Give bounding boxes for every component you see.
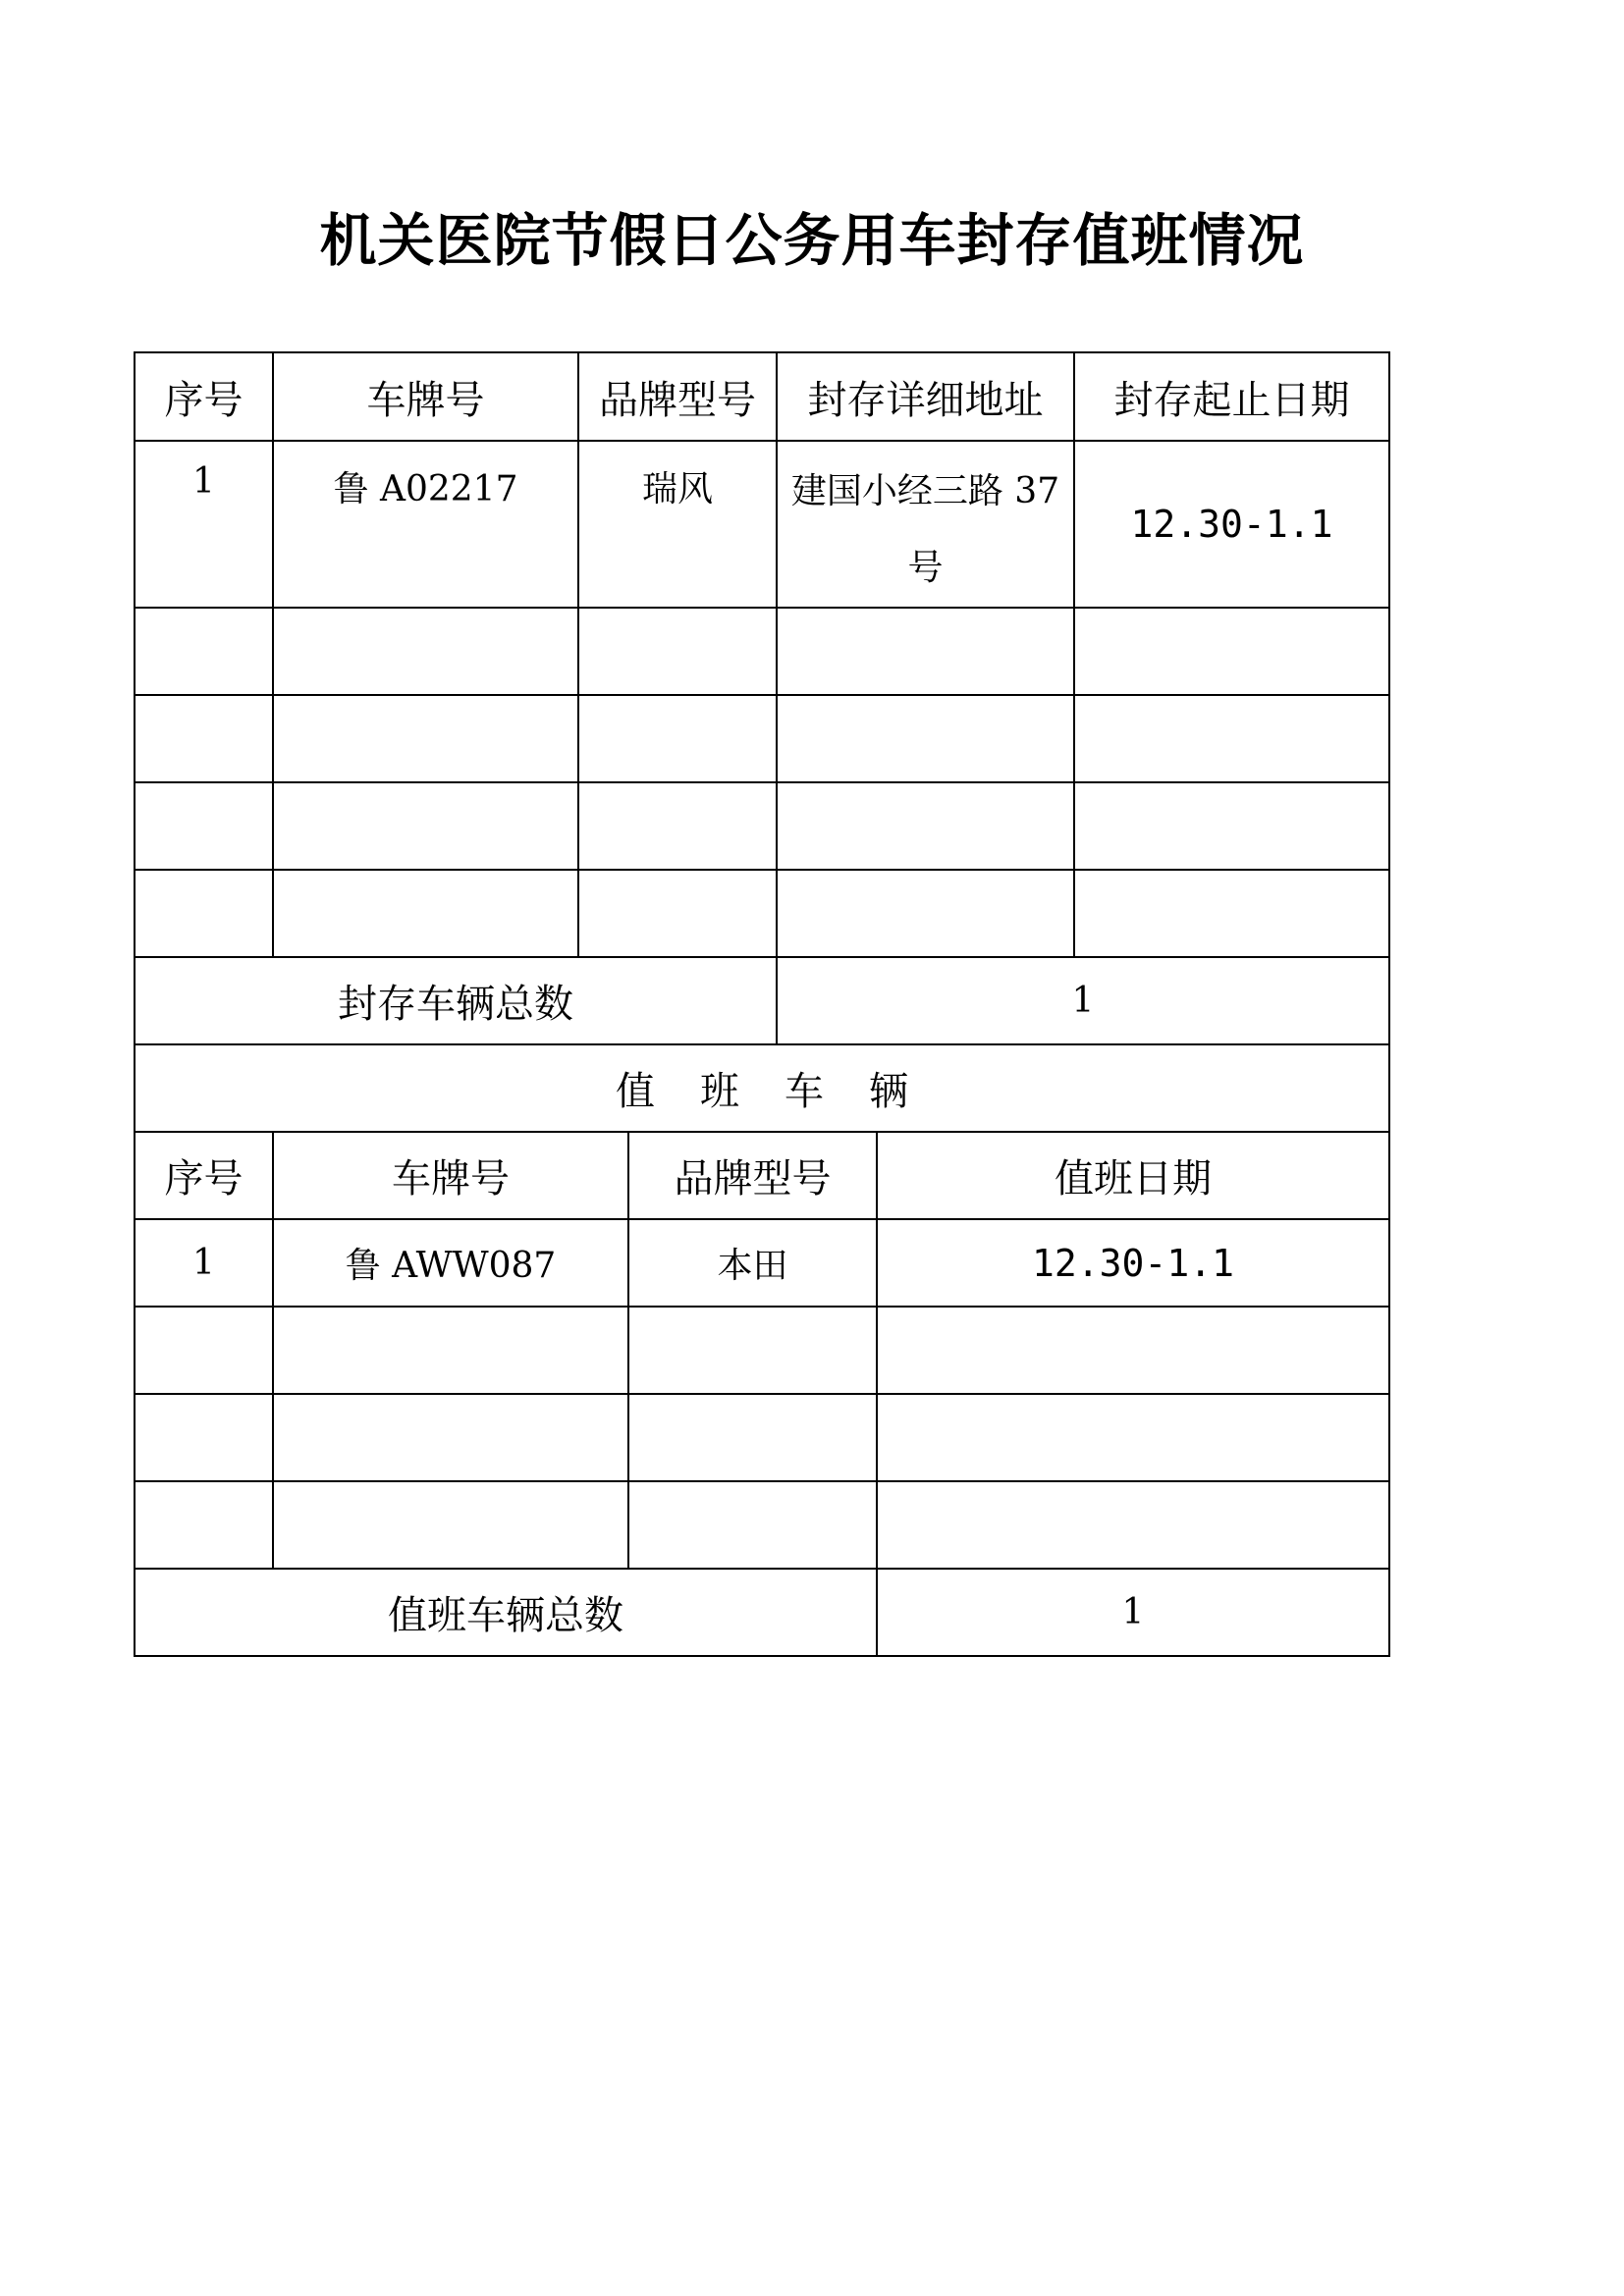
table-row xyxy=(135,441,1389,608)
cell-no xyxy=(135,695,273,782)
header-plate: 车牌号 xyxy=(273,352,578,441)
sealed-total-row xyxy=(135,957,1389,1044)
cell-plate xyxy=(273,1394,628,1481)
vehicle-table xyxy=(134,351,1390,1657)
cell-period xyxy=(1074,782,1389,870)
sealed-header-row xyxy=(135,352,1389,441)
duty-total-row xyxy=(135,1569,1389,1656)
cell-model xyxy=(628,1394,877,1481)
cell-no: 1 xyxy=(135,1219,273,1307)
cell-plate xyxy=(273,608,578,695)
cell-no xyxy=(135,1394,273,1481)
cell-period xyxy=(1074,608,1389,695)
header-duty-date: 值班日期 xyxy=(877,1132,1389,1219)
duty-section-row xyxy=(135,1044,1389,1132)
header-no: 序号 xyxy=(135,352,273,441)
cell-address xyxy=(777,695,1074,782)
cell-plate xyxy=(273,695,578,782)
cell-plate: 鲁 AWW087 xyxy=(273,1219,628,1307)
cell-plate xyxy=(273,1481,628,1569)
table-row xyxy=(135,1481,1389,1569)
cell-model xyxy=(628,1481,877,1569)
cell-period xyxy=(1074,870,1389,957)
cell-no xyxy=(135,1481,273,1569)
cell-plate xyxy=(273,782,578,870)
cell-model xyxy=(578,608,777,695)
sealed-total-value: 1 xyxy=(777,957,1389,1044)
cell-model xyxy=(628,1307,877,1394)
table-row xyxy=(135,1219,1389,1307)
cell-no xyxy=(135,782,273,870)
cell-duty-date xyxy=(877,1394,1389,1481)
duty-section-title-text: 值班车辆 xyxy=(616,1069,953,1114)
header-plate: 车牌号 xyxy=(273,1132,628,1219)
table-row xyxy=(135,695,1389,782)
cell-model xyxy=(578,695,777,782)
cell-no xyxy=(135,1307,273,1394)
header-address: 封存详细地址 xyxy=(777,352,1074,441)
page-title: 机关医院节假日公务用车封存值班情况 xyxy=(319,207,1305,274)
cell-model xyxy=(578,870,777,957)
duty-section-title xyxy=(135,1044,1389,1132)
cell-duty-date xyxy=(877,1481,1389,1569)
cell-model: 本田 xyxy=(628,1219,877,1307)
header-no: 序号 xyxy=(135,1132,273,1219)
table-row xyxy=(135,608,1389,695)
header-period: 封存起止日期 xyxy=(1074,352,1389,441)
cell-period: 12.30-1.1 xyxy=(1074,441,1389,608)
duty-header-row xyxy=(135,1132,1389,1219)
cell-address xyxy=(777,782,1074,870)
address-text: 建国小经三路 37 号 xyxy=(790,471,1060,588)
cell-duty-date xyxy=(877,1307,1389,1394)
cell-plate: 鲁 A02217 xyxy=(273,441,578,608)
table-row xyxy=(135,1307,1389,1394)
duty-total-label: 值班车辆总数 xyxy=(135,1569,877,1656)
cell-no xyxy=(135,870,273,957)
sealed-total-label: 封存车辆总数 xyxy=(135,957,777,1044)
cell-model: 瑞风 xyxy=(578,441,777,608)
table-row xyxy=(135,870,1389,957)
header-model: 品牌型号 xyxy=(628,1132,877,1219)
cell-address xyxy=(777,870,1074,957)
header-model: 品牌型号 xyxy=(578,352,777,441)
cell-duty-date: 12.30-1.1 xyxy=(877,1219,1389,1307)
cell-address xyxy=(777,608,1074,695)
cell-no xyxy=(135,608,273,695)
table-row xyxy=(135,1394,1389,1481)
table-row xyxy=(135,782,1389,870)
cell-period xyxy=(1074,695,1389,782)
cell-no: 1 xyxy=(135,441,273,608)
cell-plate xyxy=(273,1307,628,1394)
duty-total-value: 1 xyxy=(877,1569,1389,1656)
cell-address xyxy=(777,441,1074,608)
cell-model xyxy=(578,782,777,870)
cell-plate xyxy=(273,870,578,957)
